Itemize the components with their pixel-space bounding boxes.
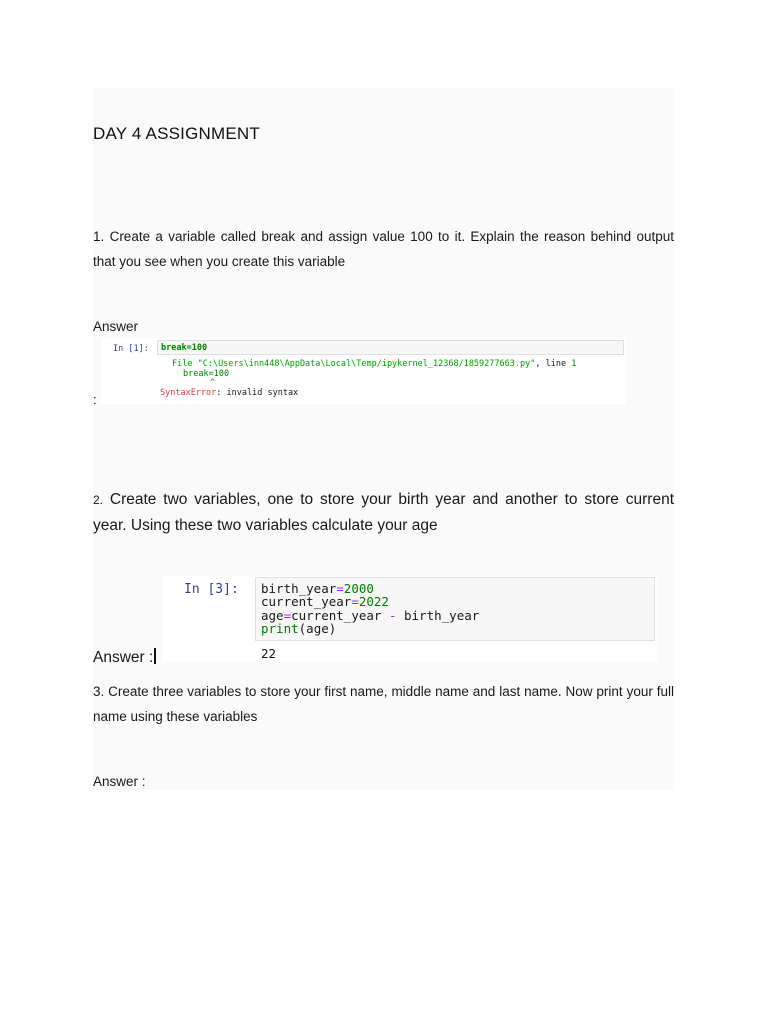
question-3-text: 3. Create three variables to store your first name, middle name and last name. Now print your full name using these variables <box>93 684 674 724</box>
cell-1-error <box>160 388 298 398</box>
question-1-answer-label: Answer <box>93 319 139 334</box>
code-line-4: print(age) <box>261 620 337 636</box>
cell-2-input <box>255 577 655 641</box>
cell-1-output-caret: ^ <box>210 378 216 388</box>
cell-1-prompt: In [1]: <box>113 344 149 354</box>
notebook-cell-1 <box>101 338 626 404</box>
cell-1-output-file-line: File "C:\Users\inn448\AppData\Local\Temp/ipykernel_12368/1859277663.py", line 1 <box>172 359 577 369</box>
error-name: SyntaxError <box>160 388 217 398</box>
text-cursor <box>154 648 156 664</box>
cell-1-output-code: break=100 <box>183 369 230 379</box>
question-2-body: Create two variables, one to store your birth year and another to store current year. Using these two variables calculate your age <box>93 491 674 534</box>
question-3-answer-label: Answer : <box>93 774 146 789</box>
document-title: DAY 4 ASSIGNMENT <box>93 124 260 143</box>
code-line-1: birth_year=2000 <box>261 581 374 596</box>
cell-2-output: 22 <box>261 646 277 661</box>
question-2-answer-label: Answer : <box>93 648 156 667</box>
cell-2-prompt: In [3]: <box>184 582 239 597</box>
stray-colon: : <box>93 392 97 407</box>
cell-1-input-code: break=100 <box>161 343 208 353</box>
notebook-cell-2 <box>163 576 657 662</box>
question-2-text <box>93 487 674 538</box>
cell-1-input <box>157 340 624 355</box>
error-message: : invalid syntax <box>216 388 299 398</box>
code-line-2: current_year=2022 <box>261 594 389 610</box>
question-2-number: 2. <box>93 493 104 507</box>
question-1-text: 1. Create a variable called break and assign value 100 to it. Explain the reason behind output that you see when you create this variable <box>93 229 674 269</box>
code-line-3: age=current_year - birth_year <box>261 607 480 623</box>
